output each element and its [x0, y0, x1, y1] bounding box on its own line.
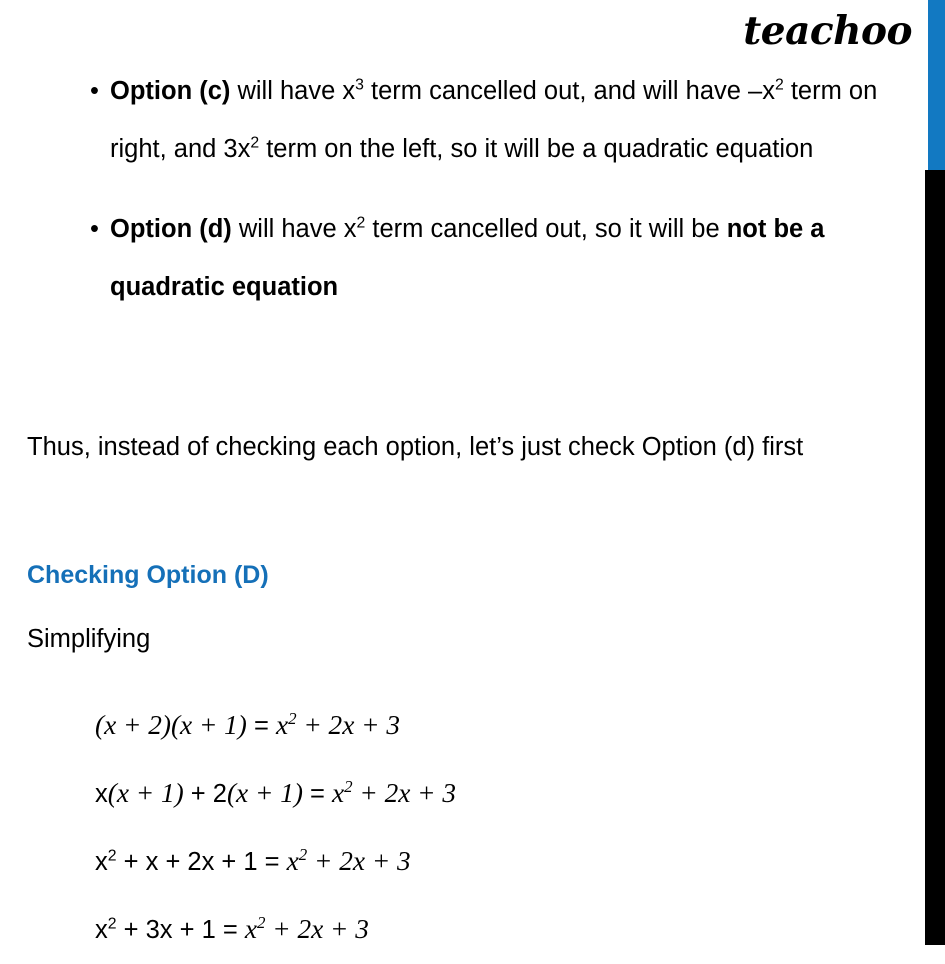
eq1-lhs: (x + 2)(x + 1) — [95, 710, 247, 740]
eq2-lhs: x(x + 1) + 2(x + 1) — [95, 778, 303, 808]
eq4-lhs: $x^2 + 3x + 1$ — [95, 915, 216, 944]
list-item-seg-4: term on the left, so it will be a quadratic equation — [259, 135, 814, 163]
paragraph-simplifying: Simplifying — [27, 625, 151, 653]
equation-line-1 — [95, 692, 895, 760]
heading-checking-option-d: Checking Option (D) — [27, 561, 269, 589]
list-item-seg-1: will have x — [231, 215, 357, 243]
list-item-seg-2: term cancelled out, and will have –x — [363, 77, 775, 105]
eq2-rhs: $x^2 + 2x + 3$ — [331, 776, 456, 808]
superscript-3: 3 — [355, 76, 364, 94]
superscript-2a: 2 — [774, 76, 784, 94]
eq1-rhs: $x^2 + 2x + 3$ — [275, 708, 400, 740]
eq3-lhs: $x^2 + x + 2x + 1$ — [95, 847, 258, 876]
list-item-seg-1: will have x — [230, 77, 356, 105]
equation-block — [95, 692, 895, 964]
list-item-text — [110, 200, 928, 316]
decorative-blue-bar — [928, 0, 945, 170]
eq3-equals: = — [257, 848, 287, 876]
eq3-rhs: $x^2 + 2x + 3$ — [286, 844, 411, 876]
equation-line-3 — [95, 828, 895, 896]
bullet-list — [88, 62, 928, 316]
eq1-equals: = — [246, 712, 276, 740]
superscript-2: 2 — [356, 214, 366, 232]
superscript-2b: 2 — [250, 134, 260, 152]
equation-line-2 — [95, 760, 895, 828]
eq4-rhs: $x^2 + 2x + 3$ — [244, 912, 369, 944]
list-item-bold-tail: not be a quadratic equation — [110, 215, 825, 301]
list-item-bold-lead: Option (d) — [110, 215, 232, 243]
decorative-black-bar — [925, 170, 945, 945]
bullet-dot-icon: • — [90, 215, 99, 243]
list-item-text — [110, 62, 928, 178]
eq4-equals: = — [215, 916, 245, 944]
equation-line-4 — [95, 896, 895, 964]
list-item-seg-3: term on right, and 3x — [110, 77, 878, 163]
list-item-seg-2: term cancelled out, so it will be — [365, 215, 727, 243]
bullet-dot-icon: • — [90, 77, 99, 105]
list-item — [88, 62, 928, 178]
paragraph-thus: Thus, instead of checking each option, let’s just check Option (d) first — [27, 433, 804, 461]
teachoo-logo: teachoo — [743, 8, 912, 54]
list-item — [88, 200, 928, 316]
eq2-equals: = — [302, 780, 332, 808]
list-item-bold-lead: Option (c) — [110, 77, 231, 105]
